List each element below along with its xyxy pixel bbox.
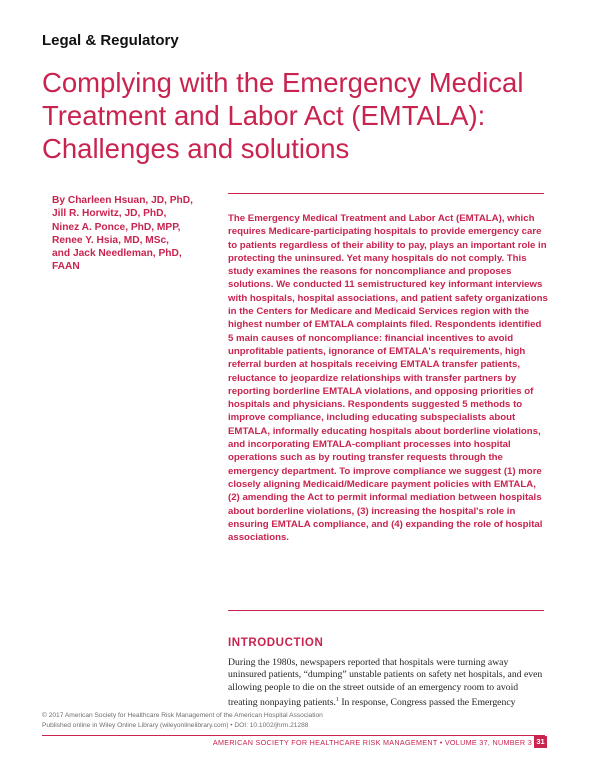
author-list [52, 194, 227, 274]
article-title: Complying with the Emergency Medical Treatment and Labor Act (EMTALA): Challenges and solutions [42, 67, 524, 164]
introduction-text [228, 657, 548, 709]
author-line: Jill R. Horwitz, JD, PhD, [52, 208, 167, 220]
author-line: Ninez A. Ponce, PhD, MPP, [52, 221, 181, 233]
intro-text-part: In response, Congress passed the Emergency [338, 697, 516, 709]
copyright-line: © 2017 American Society for Healthcare Risk Management of the American Hospital Association [42, 712, 323, 719]
author-line: Renee Y. Hsia, MD, MSc, [52, 234, 170, 246]
reference-marker[interactable]: 1 [335, 696, 339, 703]
introduction-heading: INTRODUCTION [228, 637, 324, 649]
abstract-bottom-rule [228, 610, 544, 611]
author-line: By Charleen Hsuan, JD, PhD, [52, 195, 193, 206]
intro-text-part: During the 1980s, newspapers reported that hospitals were turning away uninsured patients, “dumping” unstable patients on safety net hospitals, and even allowing people to die on the street outside of an emergency room to avoid treating nonpaying patients. [228, 657, 543, 709]
abstract-top-rule [228, 193, 544, 194]
running-footer: AMERICAN SOCIETY FOR HEALTHCARE RISK MANAGEMENT • VOLUME 37, NUMBER 3 [212, 738, 532, 747]
author-line: FAAN [52, 261, 80, 273]
abstract-text: The Emergency Medical Treatment and Labor Act (EMTALA), which requires Medicare-participating hospitals to provide emergency care to patients regardless of their ability to pay, plays an important role in protecting the uninsured. Yet many hospitals do not comply. This study examines the reasons for noncompliance and proposes solutions. We conducted 11 semistructured key informant interviews with hospitals, hospital associations, and patient safety organizations in the Centers for Medicare and Medicaid Services region with the highest number of EMTALA complaints filed. Respondents identified 5 main causes of noncompliance: financial incentives to avoid unprofitable patients, ignorance of EMTALA's requirements, high referral burden at hospitals receiving EMTALA transfer patients, reluctance to jeopardize relationships with transfer partners by reporting borderline EMTALA violations, and opposing priorities of hospitals and physicians. Respondents suggested 5 methods to improve compliance, including educating subspecialists about EMTALA, informally educating hospitals about borderline violations, and incorporating EMTALA-compliant processes into hospital operations such as by routing transfer requests through the emergency department. To improve compliance we suggest (1) more closely aligning Medicaid/Medicare payment policies with EMTALA, (2) amending the Act to permit informal mediation between hospitals about borderline violations, (3) increasing the hospital's role in ensuring EMTALA compliance, and (4) expanding the role of hospital associations. [228, 213, 548, 544]
footer-rule [42, 735, 545, 736]
publication-line: Published online in Wiley Online Library (wileyonlinelibrary.com) • DOI: 10.1002/jhrm.21288 [42, 722, 309, 729]
copyright-notice [42, 711, 342, 731]
page-number: 31 [534, 736, 547, 748]
section-label: Legal & Regulatory [42, 32, 179, 49]
author-line: and Jack Needleman, PhD, [52, 248, 182, 260]
